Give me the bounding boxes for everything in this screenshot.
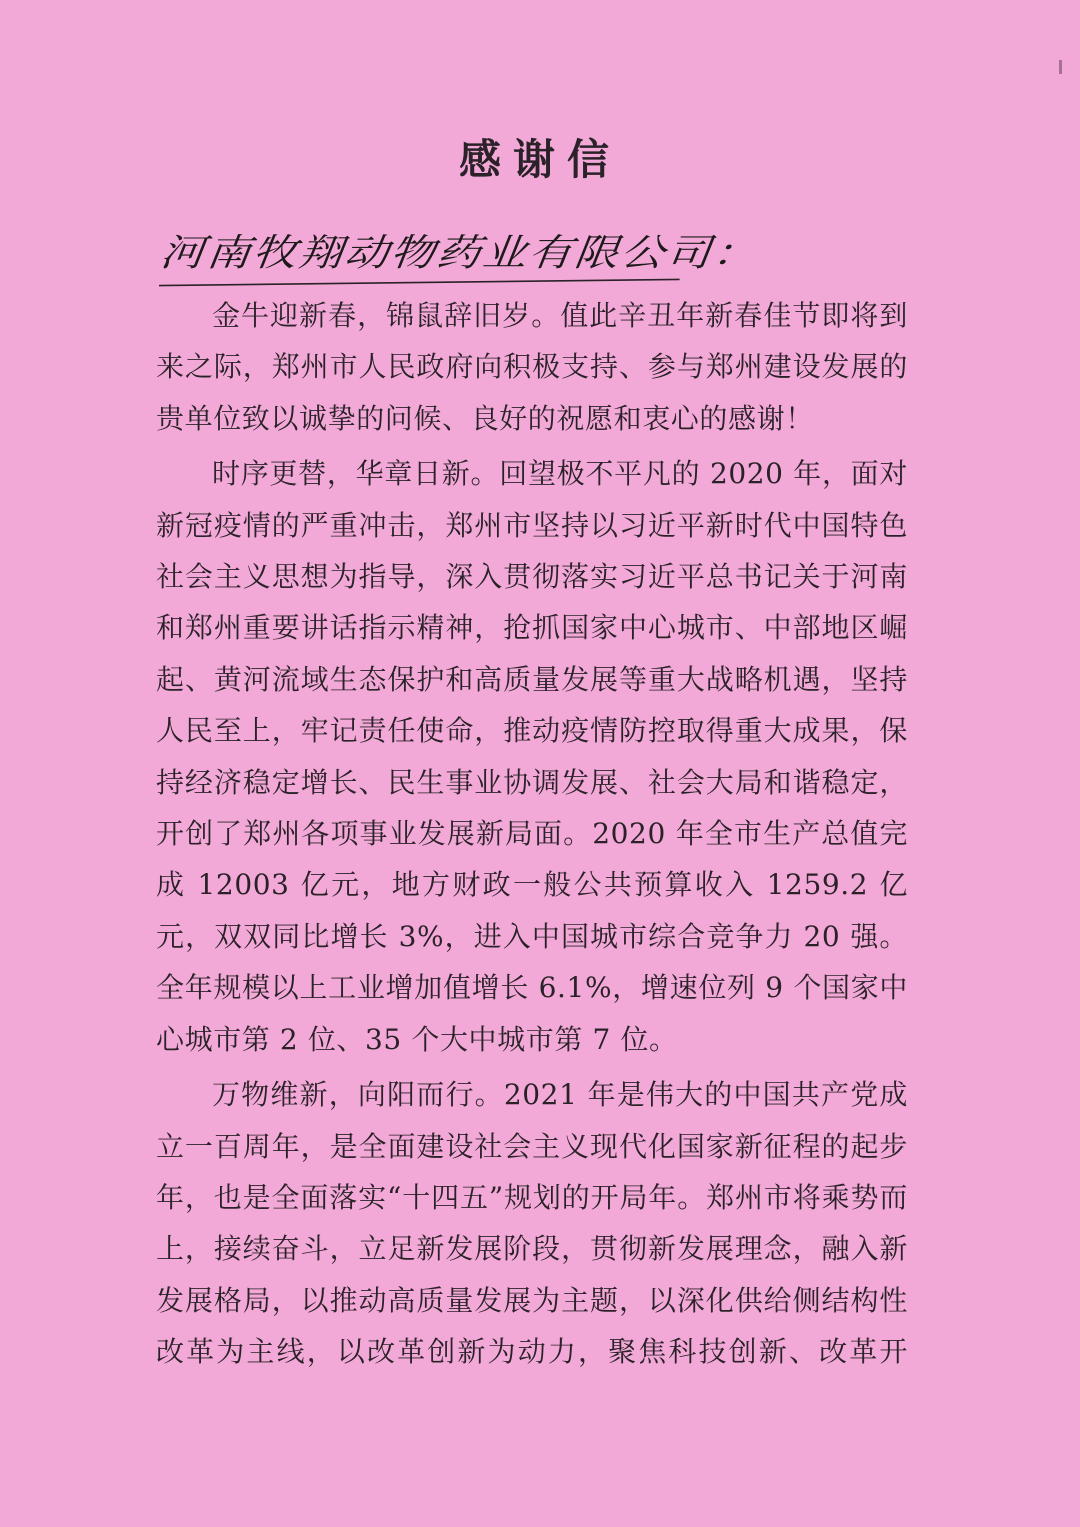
handwriting-stroke — [159, 279, 680, 287]
paragraph-greeting: 金牛迎新春，锦鼠辞旧岁。值此辛丑年新春佳节即将到来之际，郑州市人民政府向积极支持、参与郑州建设发展的贵单位致以诚挚的问候、良好的祝愿和衷心的感谢！ — [156, 299, 908, 435]
paragraph-outlook-2021: 万物维新，向阳而行。2021 年是伟大的中国共产党成立一百周年，是全面建设社会主义现代化国家新征程的起步年，也是全面落实“十四五”规划的开局年。郑州市将乘势而上，接续奋斗，立足新发展阶段，贯彻新发展理念，融入新发展格局，以推动高质量发展为主题，以深化供给侧结构性改革为主线，以改革创新为动力，聚焦科技创新、改革开 — [156, 1078, 908, 1369]
handwritten-recipient — [157, 227, 761, 287]
letter-title: 感谢信 — [458, 135, 621, 184]
paragraph-review-2020: 时序更替，华章日新。回望极不平凡的 2020 年，面对新冠疫情的严重冲击，郑州市坚持以习近平新时代中国特色社会主义思想为指导，深入贯彻落实习近平总书记关于河南和郑州重要讲话指示精神，抢抓国家中心城市、中部地区崛起、黄河流域生态保护和高质量发展等重大战略机遇，坚持人民至上，牢记责任使命，推动疫情防控取得重大成果，保持经济稳定增长、民生事业协调发展、社会大局和谐稳定，开创了郑州各项事业发展新局面。2020 年全市生产总值完成 12003 亿元，地方财政一般公共预算收入 1259.2 亿元，双双同比增长 3%，进入中国城市综合竞争力 20 强。全年规模以上工业增加值增长 6.1%，增速位列 9 个国家中心城市第 2 位、35 个大中城市第 7 位。 — [156, 457, 908, 1056]
recipient-name: 河南牧翔动物药业有限公司： — [158, 231, 761, 275]
scan-mark — [1059, 60, 1062, 74]
letter-body — [156, 290, 908, 1382]
